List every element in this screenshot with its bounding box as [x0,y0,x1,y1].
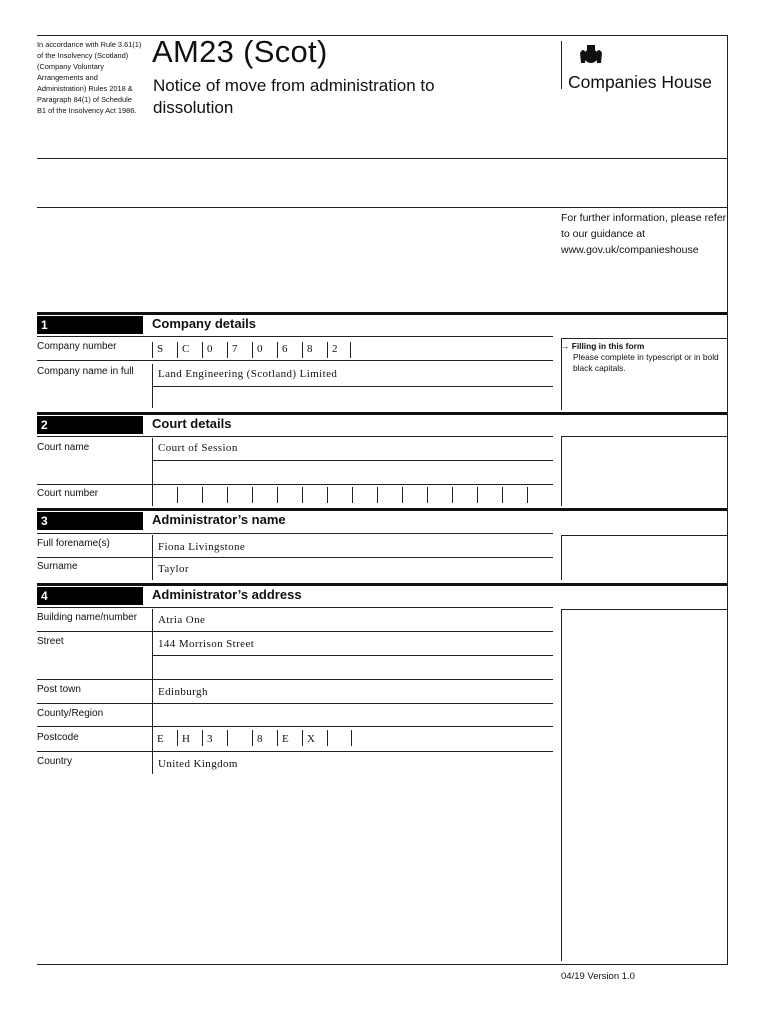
court-name-label: Court name [37,442,90,453]
court-name-field[interactable]: Court of Session [158,442,238,454]
presenter-rule [37,207,727,208]
section-2-rule [37,412,727,415]
building-field[interactable]: Atria One [158,614,206,626]
postcode-char: 8 [257,733,263,745]
royal-crest-icon [578,41,604,67]
postcode-char: H [182,733,190,745]
country-field[interactable]: United Kingdom [158,758,238,770]
section-3-title: Administrator’s name [152,512,286,527]
forename-label: Full forename(s) [37,538,110,549]
company-number-char: 0 [257,343,263,355]
building-label: Building name/number [37,612,138,623]
postcode-char: 3 [207,733,213,745]
section-2-title: Court details [152,416,232,431]
company-name-field[interactable]: Land Engineering (Scotland) Limited [158,368,338,380]
right-border [727,35,728,965]
section-3-number: 3 [37,512,143,530]
brand-divider [561,41,562,89]
post-town-field[interactable]: Edinburgh [158,686,208,698]
brand-name: Companies House [568,72,712,92]
section-4-rule [37,583,727,586]
form-title: Notice of move from administration to dissolution [153,76,435,117]
version-label: 04/19 Version 1.0 [561,971,635,982]
company-name-label: Company name in full [37,366,134,377]
section-3-rule [37,508,727,511]
court-name-field-line-2[interactable] [153,462,551,482]
postcode-char: E [282,733,289,745]
county-label: County/Region [37,708,104,719]
legal-reference: In accordance with Rule 3.61(1) of the Insolvency (Scotland) (Company Voluntary Arrangements and Administration) Rules 2018 & Paragraph 84(1) of Schedule B1 of the Insolvency Act 1986. [37,40,142,115]
section-1-subrule [37,336,553,337]
company-number-char: C [182,343,190,355]
company-name-field-line-2[interactable] [153,388,551,406]
street-field[interactable]: 144 Morrison Street [158,638,255,650]
postcode-label: Postcode [37,732,79,743]
filling-in-form-note [561,341,731,374]
company-number-char: S [157,343,164,355]
bottom-rule [37,964,727,965]
section-1-title: Company details [152,316,257,331]
postcode-field[interactable] [152,727,352,749]
top-rule [37,35,727,36]
section-2-number: 2 [37,416,143,434]
side-note-border [561,338,562,410]
section-4-title: Administrator’s address [152,587,302,602]
court-number-field[interactable] [152,484,553,506]
postcode-char: X [307,733,315,745]
section-1-number: 1 [37,316,143,334]
forename-field[interactable]: Fiona Livingstone [158,541,246,553]
postcode-char: E [157,733,164,745]
company-number-label: Company number [37,341,117,352]
post-town-label: Post town [37,684,81,695]
header-rule [37,158,727,159]
side-note-text: Please complete in typescript or in bold black capitals. [573,352,719,373]
side-note-heading: → Filling in this form [561,341,645,351]
surname-label: Surname [37,561,78,572]
section-1-rule [37,312,727,315]
company-number-char: 0 [207,343,213,355]
company-number-char: 7 [232,343,238,355]
form-code: AM23 (Scot) [152,34,328,69]
company-number-char: 6 [282,343,288,355]
street-label: Street [37,636,64,647]
court-number-label: Court number [37,488,99,499]
surname-field[interactable]: Taylor [158,563,189,575]
company-number-char: 8 [307,343,313,355]
street-field-line-2[interactable] [153,657,551,677]
section-4-number: 4 [37,587,143,605]
guidance-text: For further information, please refer to our guidance at www.gov.uk/companieshouse [561,212,727,256]
company-number-char: 2 [332,343,338,355]
side-note-rule [561,338,727,339]
company-number-field[interactable] [152,340,350,360]
country-label: Country [37,756,73,767]
